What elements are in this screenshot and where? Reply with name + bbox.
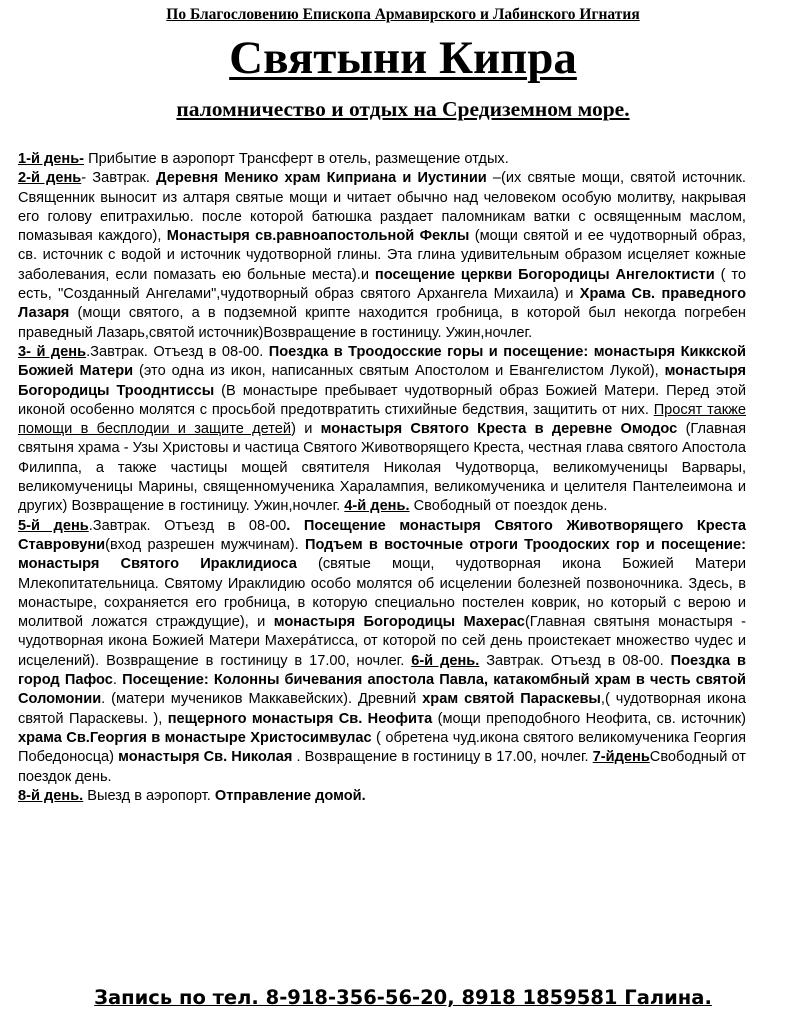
day-6-place: Посещение: Колонны бичевания апостола Павла, катакомбный храм в честь святой Соломонии <box>18 672 746 708</box>
day-6-text: . <box>112 672 123 689</box>
day-4 <box>344 498 607 514</box>
day-1-label: 1-й день- <box>18 151 85 167</box>
day-4-text: Свободный от поездок день. <box>409 498 608 515</box>
day-8-text: Выезд в аэропорт. <box>83 787 215 804</box>
day-5-text: .Завтрак. Отъезд в 08-00 <box>88 517 287 534</box>
day-1-text: Прибытие в аэропорт Трансферт в отель, размещение отдых. <box>84 151 509 167</box>
page-title: Святыни Кипра <box>229 32 577 84</box>
day-3-place: монастыря Святого Креста в деревне Омодос <box>320 421 678 438</box>
day-3-place: монастыря Богородицы Трооднтиссы <box>18 363 746 399</box>
day-5-place: . Посещение монастыря Святого Животворящего Креста Ставровуни <box>18 517 746 553</box>
day-2-text: - Завтрак. <box>81 170 157 187</box>
day-8-place: Отправление домой. <box>214 787 366 804</box>
day-2-text: ( то есть, "Созданный Ангелами",чудотворный образ святого Архангела Михаила) и <box>18 266 746 303</box>
day-5-text: (вход разрешен мужчинам). <box>105 536 305 553</box>
day-3-label: 3- й день <box>18 343 87 360</box>
day-3-underlined-note: Просят также помощи в бесплодии и защите детей <box>18 401 747 438</box>
day-2 <box>18 170 746 340</box>
day-3-text: (В монастыре пребывает чудотворный образ Божией Матери. Перед этой иконой особенно молятся с просьбой предотвратить стихийные бедствия, защитить от них. <box>18 382 746 418</box>
day-6-place: храма Св.Георгия в монастыре Христосимвулас <box>18 729 372 746</box>
day-2-place: посещение церкви Богородицы Ангелоктисти <box>374 266 715 283</box>
day-2-place: Монастыря св.равноапостольной Феклы <box>166 228 470 245</box>
day-3-text: ) и <box>291 421 321 438</box>
day-5-label: 5-й день <box>18 517 89 534</box>
day-5-text: (святые мощи, чудотворная икона Божией Матери Млекопитательница. Святому Ираклидию особо молятся об исцелении болезней позвоночника. Здесь, в монастыре, сохраняется его гробница, в которую специально постелен коврик, но который с верою и молитвой ложатся страждущие), и <box>18 556 746 631</box>
blessing-line: По Благословению Епископа Армавирского и Лабинского Игнатия <box>166 6 640 23</box>
day-3-text: .Завтрак. Отъезд в 08-00. <box>86 343 269 360</box>
day-3 <box>18 344 746 514</box>
day-6-text: (мощи преподобного Неофита, св. источник) <box>432 710 746 727</box>
day-8-label: 8-й день. <box>18 787 84 804</box>
day-2-place: Храма Св. праведного Лазаря <box>18 286 746 322</box>
day-4-label: 4-й день. <box>344 498 410 515</box>
day-7-text: Свободный от поездок день. <box>18 749 746 785</box>
contact-phone-line: Запись по тел. 8-918-356-56-20, 8918 1859581 Галина. <box>94 986 712 1009</box>
day-6-text: ( обретена чуд.икона святого великомученика Георгия Победоносца) <box>18 729 746 766</box>
day-3-place: Поездка в Троодосские горы и посещение: монастыря Киккской Божией Матери <box>18 343 746 380</box>
day-2-text: (мощи святого, а в подземной крипте находится гробница, в которой был некогда погребен праведный Лазарь,святой источник)Возвращение в гостиницу. Ужин,ночлег. <box>18 305 746 341</box>
day-6-label: 6-й день. <box>411 652 480 669</box>
day-6-text: . Возвращение в гостиницу в 17.00, ночлег. <box>292 749 593 766</box>
day-2-place: Деревня Менико храм Киприана и Иустинии <box>156 170 487 187</box>
day-1 <box>18 151 509 167</box>
day-6-place: храм святой Параскевы <box>422 691 601 708</box>
day-6-place: Поездка в город Пафос <box>18 652 746 689</box>
day-3-text: (это одна из икон, написанных святым Апостолом и Евангелистом Лукой), <box>133 363 665 380</box>
day-6-place: пещерного монастыря Св. Неофита <box>167 710 433 727</box>
day-6-text: . (матери мучеников Маккавейских). Древний <box>101 691 423 708</box>
day-3-text: (Главная святыня храма - Узы Христовы и частица Святого Животворящего Креста, честная глава святого Апостола Филиппа, а также частицы мощей святителя Николая Чудотворца, великомученицы Варвары, великомученицы Марины, священномученика Харалампия, великомученика и целителя Пантелеимона и других) Возвращение в гостиницу. Ужин,ночлег. <box>18 421 746 515</box>
itinerary-text <box>18 150 746 806</box>
day-5 <box>18 518 746 669</box>
day-2-text: (мощи святой и ее чудотворный образ, св. источник с водой и источник чудотворной глины. Эта глина удивительным образом исцеляет кожные заболевания, если помазать ею больные места).и <box>18 228 746 283</box>
day-7-label: 7-йдень <box>592 749 650 766</box>
day-2-text: –(их святые мощи, святой источник. Священник выносит из алтаря святые мощи и читает обычно над человеком особую молитву, накрывая его голову епитрахилью. после которой батюшка раздает паломникам ватки с освященным маслом, помазывая каждого), <box>18 170 746 245</box>
day-8 <box>18 788 366 804</box>
day-2-label: 2-й день <box>18 170 82 187</box>
day-5-place: монастыря Богородицы Махерас <box>273 614 525 631</box>
day-5-text: (Главная святыня монастыря - чудотворная икона Божией Матери Махера́тисса, от которой по сей день проистекает множество чудес и исцелений). Возвращение в гостиницу в 17.00, ночлег. <box>18 614 747 669</box>
day-6-text: Завтрак. Отъезд в 08-00. <box>479 652 671 669</box>
page-subtitle: паломничество и отдых на Средиземном море. <box>176 97 630 121</box>
day-6-text: ,( чудотворная икона святой Параскевы. ), <box>18 691 747 727</box>
day-6-place: монастыря Св. Николая <box>118 749 293 766</box>
day-5-place: Подъем в восточные отроги Троодоских гор и посещение: монастыря Святого Ираклидиоса <box>18 536 746 573</box>
